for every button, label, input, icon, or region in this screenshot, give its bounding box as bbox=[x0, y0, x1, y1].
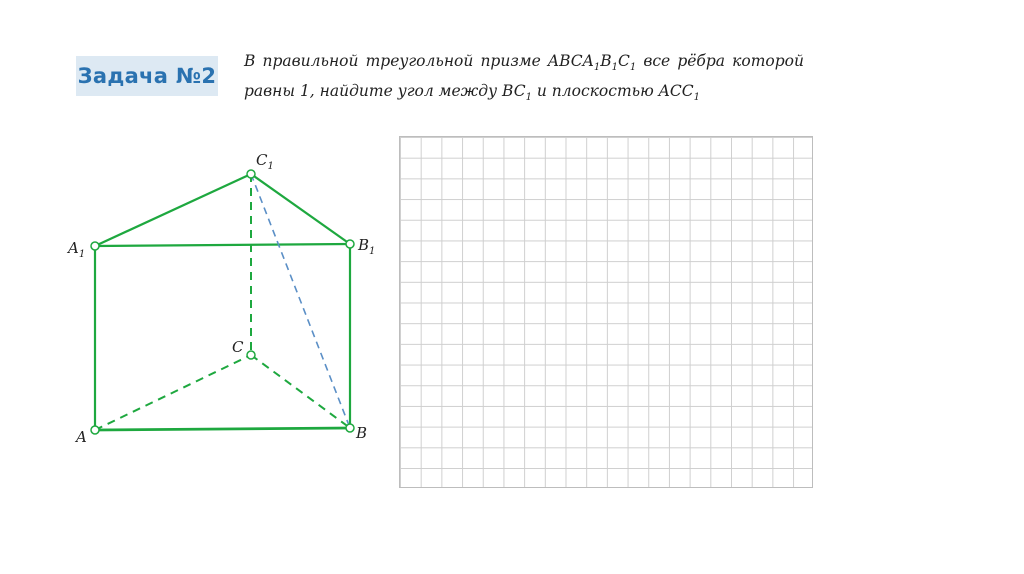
plane-letters: ACC bbox=[658, 81, 694, 100]
edge-c1-b1 bbox=[251, 174, 350, 244]
segment-letters: BC bbox=[502, 81, 526, 100]
vertex-label-c1: $C_1$ bbox=[256, 151, 274, 172]
hidden-edge-a-c bbox=[95, 355, 251, 430]
edge-a-b bbox=[95, 428, 350, 430]
edge-a1-c1 bbox=[95, 174, 251, 246]
prism-letters-3: C bbox=[618, 52, 630, 70]
prism-sub-3: 1 bbox=[629, 62, 637, 74]
vertex-label-a1: $A_1$ bbox=[68, 239, 86, 260]
vertex-label-c: C bbox=[232, 338, 244, 356]
problem-text-part2: все рёбра которой равны 1, найдите угол между bbox=[244, 52, 804, 100]
vertex-point-b bbox=[346, 424, 354, 432]
segment-sub: 1 bbox=[525, 91, 532, 103]
prism-sub-1: 1 bbox=[593, 62, 601, 74]
vertex-point-c1 bbox=[247, 170, 255, 178]
task-number-label: Задача №2 bbox=[77, 64, 217, 88]
vertex-point-a bbox=[91, 426, 99, 434]
prism-sub-2: 1 bbox=[611, 62, 618, 74]
problem-text-part1: В правильной треугольной призме bbox=[244, 52, 548, 70]
grid-paper bbox=[399, 136, 813, 488]
problem-text-part3: и плоскостью bbox=[531, 81, 659, 100]
vertex-label-b: B bbox=[356, 424, 368, 442]
plane-sub: 1 bbox=[693, 91, 700, 103]
prism-letters-2: B bbox=[600, 52, 612, 70]
vertex-point-b1 bbox=[346, 240, 354, 248]
vertex-point-c bbox=[247, 351, 255, 359]
vertex-label-b1: $B_1$ bbox=[358, 236, 376, 257]
prism-letters-1: ABCA bbox=[547, 52, 594, 70]
vertex-label-a: A bbox=[76, 428, 87, 446]
diagonal-b-c1 bbox=[251, 174, 350, 428]
edge-a1-b1 bbox=[95, 244, 350, 246]
vertex-point-a1 bbox=[91, 242, 99, 250]
